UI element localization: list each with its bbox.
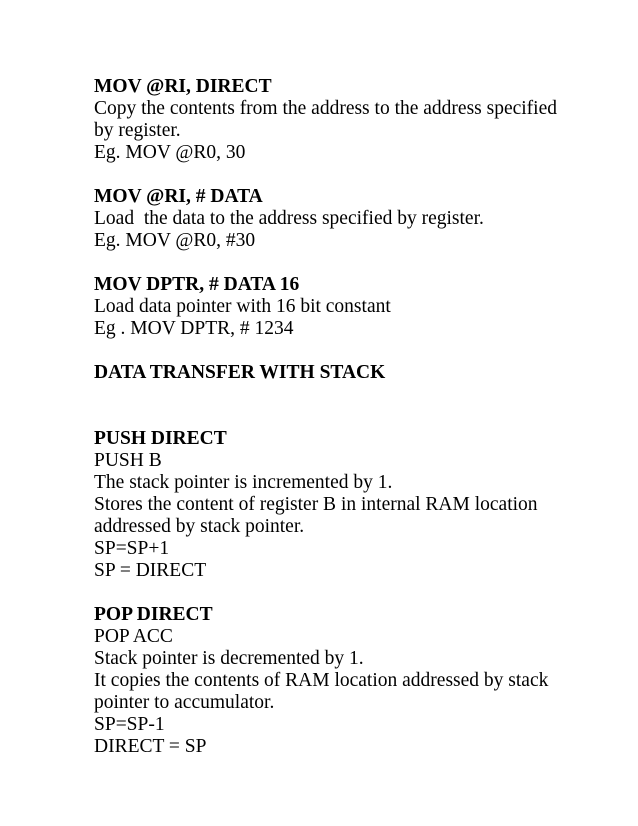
section-heading: MOV @RI, DIRECT xyxy=(94,76,272,97)
body-line: POP ACC xyxy=(94,626,173,647)
section-heading: POP DIRECT xyxy=(94,604,213,625)
section-heading: DATA TRANSFER WITH STACK xyxy=(94,362,386,383)
body-line: The stack pointer is incremented by 1. xyxy=(94,472,393,493)
section-heading: MOV DPTR, # DATA 16 xyxy=(94,274,300,295)
body-line: Stores the content of register B in internal RAM location xyxy=(94,494,538,515)
spacer xyxy=(94,252,614,274)
section-heading: PUSH DIRECT xyxy=(94,428,227,449)
section-stack-transfer xyxy=(94,362,614,384)
section-push-direct xyxy=(94,428,614,582)
body-line: addressed by stack pointer. xyxy=(94,516,305,537)
spacer xyxy=(94,582,614,604)
spacer xyxy=(94,384,614,428)
section-mov-ri-data xyxy=(94,186,614,252)
section-mov-dptr xyxy=(94,274,614,340)
body-line: Load the data to the address specified by register. xyxy=(94,208,484,229)
body-line: Eg . MOV DPTR, # 1234 xyxy=(94,318,294,339)
body-line: pointer to accumulator. xyxy=(94,692,275,713)
body-line: Copy the contents from the address to the address specified xyxy=(94,98,558,119)
body-line: Eg. MOV @R0, #30 xyxy=(94,230,256,251)
section-heading: MOV @RI, # DATA xyxy=(94,186,263,207)
body-line: SP=SP-1 xyxy=(94,714,165,735)
document-page xyxy=(94,76,614,758)
body-line: It copies the contents of RAM location addressed by stack xyxy=(94,670,549,691)
body-line: SP=SP+1 xyxy=(94,538,170,559)
spacer xyxy=(94,340,614,362)
section-mov-ri-direct xyxy=(94,76,614,164)
body-line: DIRECT = SP xyxy=(94,736,207,757)
body-line: SP = DIRECT xyxy=(94,560,207,581)
spacer xyxy=(94,164,614,186)
body-line: PUSH B xyxy=(94,450,162,471)
body-line: by register. xyxy=(94,120,181,141)
body-line: Eg. MOV @R0, 30 xyxy=(94,142,246,163)
section-pop-direct xyxy=(94,604,614,758)
body-line: Stack pointer is decremented by 1. xyxy=(94,648,364,669)
body-line: Load data pointer with 16 bit constant xyxy=(94,296,391,317)
